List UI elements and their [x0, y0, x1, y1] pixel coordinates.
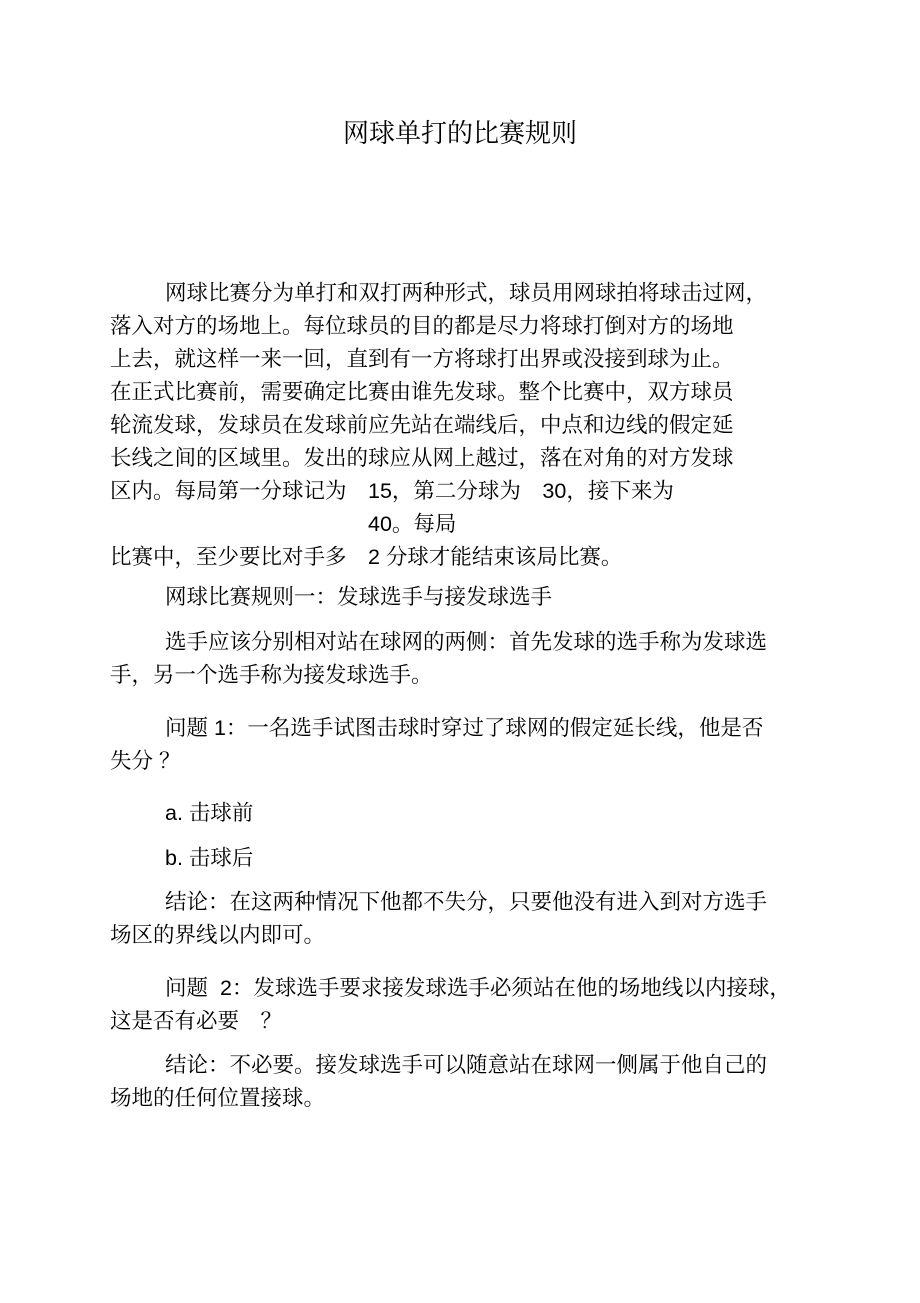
text-line: 落入对方的场地上。每位球员的目的都是尽力将球打倒对方的场地	[110, 314, 734, 338]
text-line: 区内。每局第一分球记为 15，第二分球为 30，接下来为	[110, 479, 674, 503]
text-line: 在正式比赛前，需要确定比赛由谁先发球。整个比赛中，双方球员	[110, 380, 734, 404]
text-line: 场地的任何位置接球。	[110, 1086, 326, 1110]
text-line: 比赛中，至少要比对手多 2 分球才能结束该局比赛。	[110, 545, 623, 569]
heading-line: 网球比赛规则一：发球选手与接发球选手	[165, 585, 553, 609]
option-b	[110, 842, 810, 875]
paragraph-intro	[110, 277, 810, 574]
paragraph-players	[110, 626, 810, 692]
section-heading-rule-1	[110, 581, 810, 614]
paragraph-question-2	[110, 972, 810, 1038]
text-line: 这是否有必要 ？	[110, 1009, 283, 1033]
document-title: 网球单打的比赛规则	[342, 118, 577, 148]
text-line: 失分 ？	[110, 749, 181, 773]
text-line: 轮流发球，发球员在发球前应先站在端线后，中点和边线的假定延	[110, 413, 734, 437]
paragraph-question-1	[110, 712, 810, 778]
text-line: 场区的界线以内即可。	[110, 923, 326, 947]
paragraph-conclusion-1	[110, 886, 810, 952]
text-line: 问题 1：一名选手试图击球时穿过了球网的假定延长线，他是否	[165, 716, 764, 740]
text-line: 40。每局	[368, 512, 457, 536]
text-line: a. 击球前	[165, 801, 254, 825]
text-line: 结论：在这两种情况下他都不失分，只要他没有进入到对方选手	[165, 890, 768, 914]
text-line: 网球比赛分为单打和双打两种形式，球员用网球拍将球击过网，	[165, 281, 768, 305]
text-line: 问题 2：发球选手要求接发球选手必须站在他的场地线以内接球，	[165, 976, 791, 1000]
paragraph-conclusion-2	[110, 1049, 810, 1115]
text-line: 选手应该分别相对站在球网的两侧：首先发球的选手称为发球选	[165, 630, 768, 654]
text-line: 长线之间的区域里。发出的球应从网上越过，落在对角的对方发球	[110, 446, 734, 470]
text-line: 结论：不必要。接发球选手可以随意站在球网一侧属于他自己的	[165, 1053, 768, 1077]
text-line: b. 击球后	[165, 846, 254, 870]
option-a	[110, 797, 810, 830]
text-line: 上去，就这样一来一回，直到有一方将球打出界或没接到球为止。	[110, 347, 734, 371]
text-line: 手，另一个选手称为接发球选手。	[110, 663, 433, 687]
